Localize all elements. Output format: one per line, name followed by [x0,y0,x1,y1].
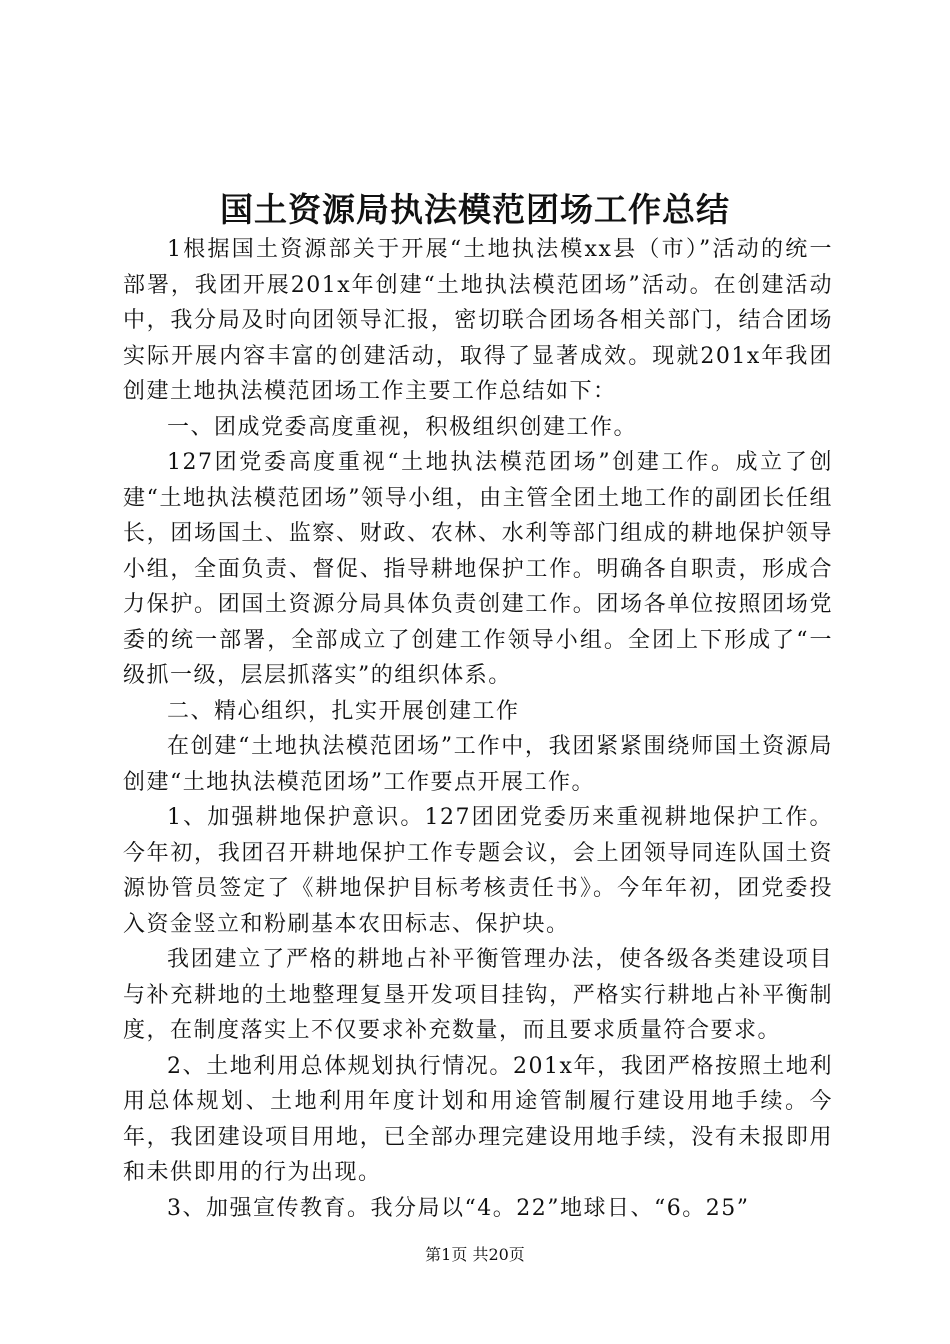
section-heading: 二、精心组织，扎实开展创建工作 [167,698,520,724]
paragraph: 我团建立了严格的耕地占补平衡管理办法，使各级各类建设项目与补充耕地的土地整理复垦开发项目挂钩，严格实行耕地占补平衡制度，在制度落实上不仅要求补充数量，而且要求质量符合要求。 [123,947,833,1043]
document-title: 国土资源局执法模范团场工作总结 [220,190,730,229]
paragraph: 2、土地利用总体规划执行情况。201x年，我团严格按照土地利用总体规划、土地利用年度计划和用途管制履行建设用地手续。今年，我团建设项目用地，已全部办理完建设用地手续，没有未报即用和未供即用的行为出现。 [123,1053,833,1185]
paragraph: 1根据国土资源部关于开展“土地执法模xx县（市）”活动的统一部署，我团开展201x年创建“土地执法模范团场”活动。在创建活动中，我分局及时向团领导汇报，密切联合团场各相关部门，结合团场实际开展内容丰富的创建活动，取得了显著成效。现就201x年我团创建土地执法模范团场工作主要工作总结如下： [123,237,833,404]
section-heading: 一、团成党委高度重视，积极组织创建工作。 [167,414,638,440]
paragraph: 3、加强宣传教育。我分局以“4。22”地球日、“6。25” [167,1195,750,1221]
page-number-footer: 第1页 共20页 [425,1245,525,1264]
paragraph: 127团党委高度重视“土地执法模范团场”创建工作。成立了创建“土地执法模范团场”领导小组，由主管全团土地工作的副团长任组长，团场国土、监察、财政、农林、水利等部门组成的耕地保护领导小组，全面负责、督促、指导耕地保护工作。明确各自职责，形成合力保护。团国土资源分局具体负责创建工作。团场各单位按照团场党委的统一部署，全部成立了创建工作领导小组。全团上下形成了“一级抓一级，层层抓落实”的组织体系。 [123,450,833,688]
paragraph: 1、加强耕地保护意识。127团团党委历来重视耕地保护工作。今年初，我团召开耕地保护工作专题会议，会上团领导同连队国土资源协管员签定了《耕地保护目标考核责任书》。今年年初，团党委投入资金竖立和粉刷基本农田标志、保护块。 [123,805,833,937]
paragraph: 在创建“土地执法模范团场”工作中，我团紧紧围绕师国土资源局创建“土地执法模范团场”工作要点开展工作。 [123,734,833,795]
document-body [123,232,833,1226]
